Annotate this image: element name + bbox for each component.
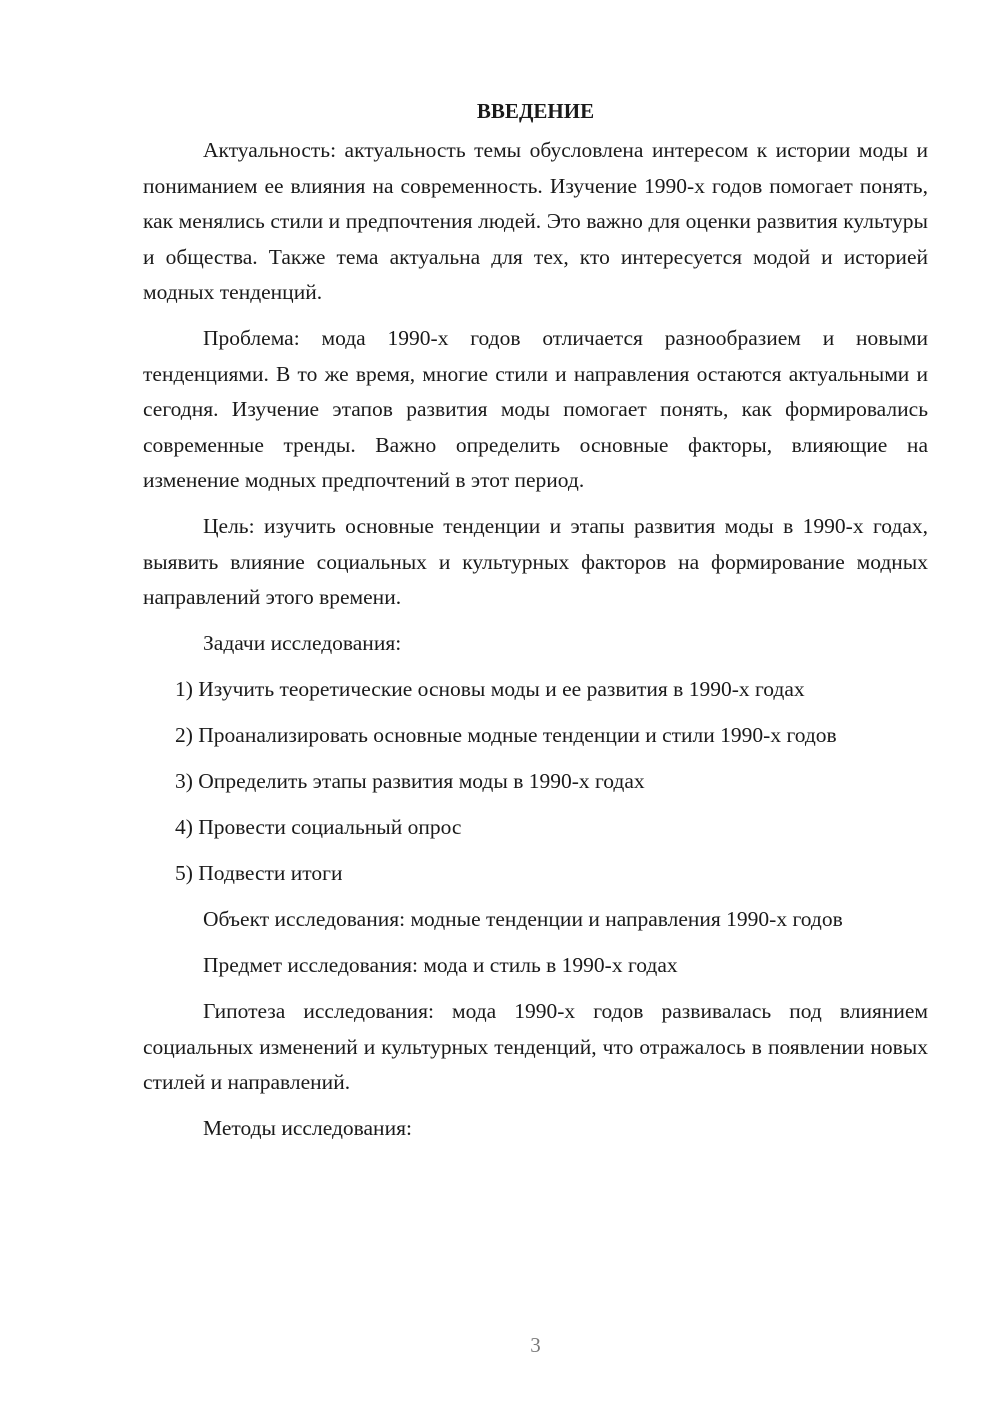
task-item-2: 2) Проанализировать основные модные тенденции и стили 1990-х годов [175,723,837,747]
task-item-1: 1) Изучить теоретические основы моды и ее развития в 1990-х годах [175,677,805,701]
hypothesis-paragraph: Гипотеза исследования: мода 1990-х годов развивалась под влиянием социальных изменений и культурных тенденций, что отражалось в появлении новых стилей и направлений. [143,999,928,1094]
page-content [143,92,928,1157]
page-number: 3 [530,1333,541,1357]
relevance-paragraph: Актуальность: актуальность темы обусловлена интересом к истории моды и пониманием ее влияния на современность. Изучение 1990-х годов помогает понять, как менялись стили и предпочтения людей. Это важно для оценки развития культуры и общества. Также тема актуальна для тех, кто интересуется модой и историей модных тенденций. [143,138,928,304]
object-paragraph: Объект исследования: модные тенденции и направления 1990-х годов [203,907,843,931]
task-item-5: 5) Подвести итоги [175,861,343,885]
tasks-heading: Задачи исследования: [203,631,402,655]
methods-paragraph: Методы исследования: [203,1116,412,1140]
section-title: ВВЕДЕНИЕ [476,99,595,123]
subject-paragraph: Предмет исследования: мода и стиль в 1990-х годах [203,953,678,977]
task-item-4: 4) Провести социальный опрос [175,815,462,839]
problem-paragraph: Проблема: мода 1990-х годов отличается разнообразием и новыми тенденциями. В то же время, многие стили и направления остаются актуальными и сегодня. Изучение этапов развития моды помогает понять, как формировались современные тренды. Важно определить основные факторы, влияющие на изменение модных предпочтений в этот период. [143,326,928,492]
goal-paragraph: Цель: изучить основные тенденции и этапы развития моды в 1990-х годах, выявить влияние социальных и культурных факторов на формирование модных направлений этого времени. [143,514,928,609]
task-item-3: 3) Определить этапы развития моды в 1990-х годах [175,769,645,793]
